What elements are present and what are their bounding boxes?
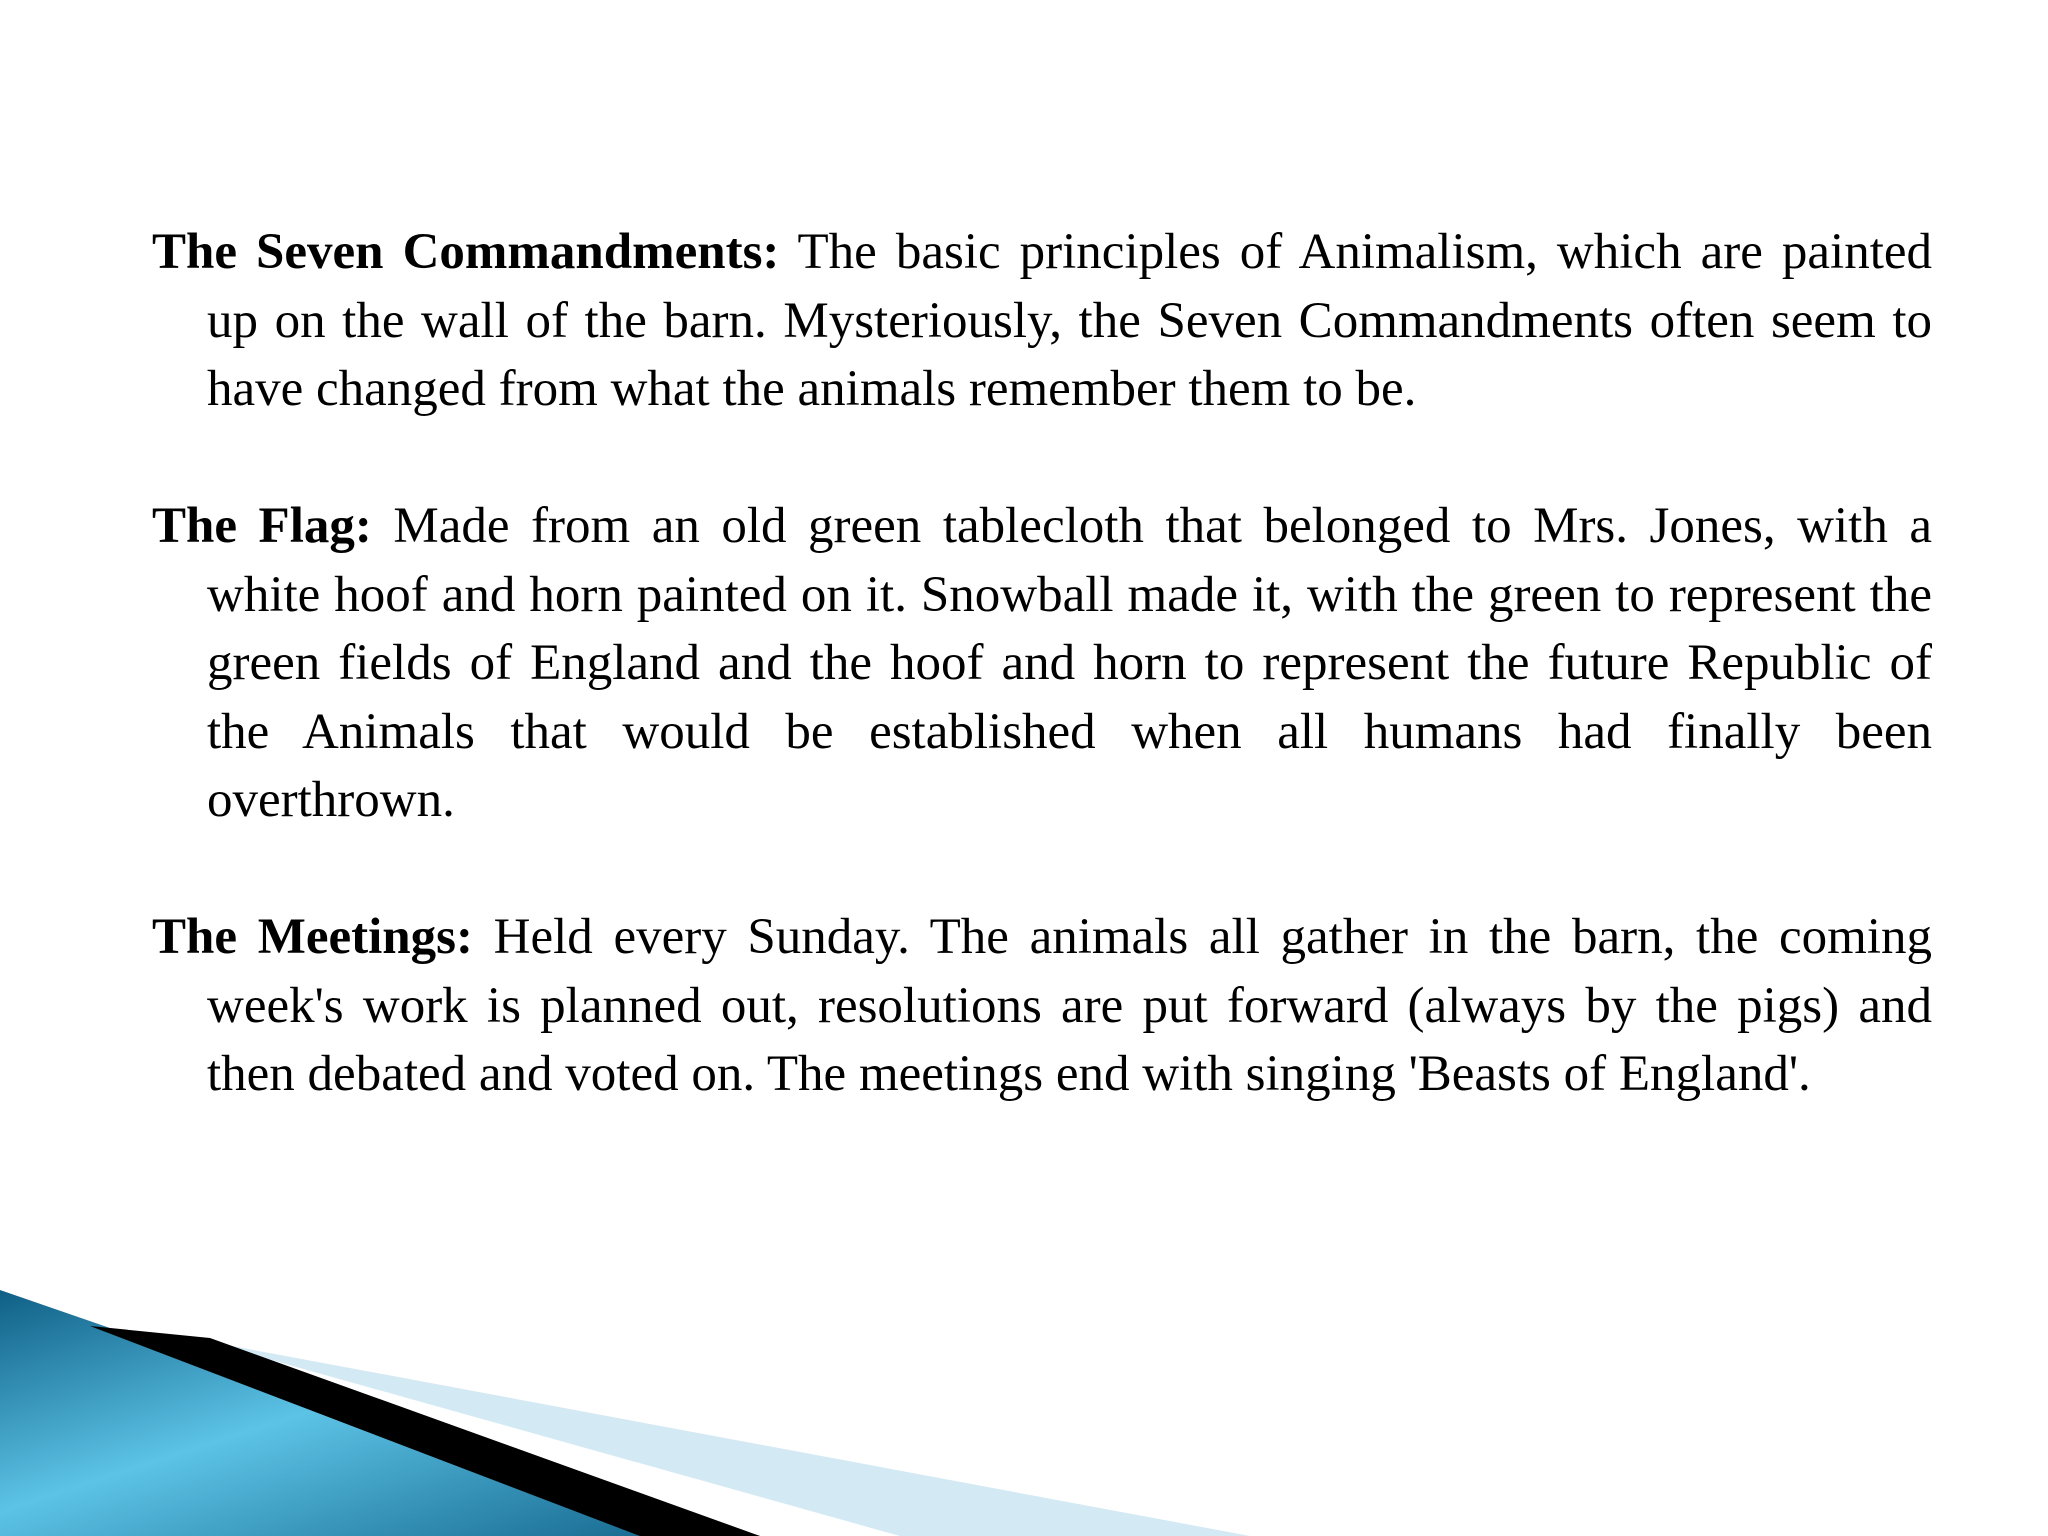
entry-term: The Flag: (152, 498, 372, 554)
entry-term: The Meetings: (152, 909, 473, 965)
entry-flag (152, 492, 1932, 835)
entry-term: The Seven Commandments: (152, 224, 780, 280)
entry-text: The basic principles of Animalism, which are painted up on the wall of the barn. Mysteriously, the Seven Commandments often seem to have changed from what the animals remember them to be. (207, 224, 1932, 417)
slide-body (152, 218, 1932, 1177)
corner-swoosh-decoration (0, 1280, 2048, 1536)
entry-seven-commandments (152, 218, 1932, 424)
entry-text: Held every Sunday. The animals all gather in the barn, the coming week's work is planned out, resolutions are put forward (always by the pigs) and then debated and voted on. The meetings end with singing 'Beasts of England'. (207, 909, 1932, 1102)
entry-text: Made from an old green tablecloth that belonged to Mrs. Jones, with a white hoof and horn painted on it. Snowball made it, with the green to represent the green fields of England and the hoof and horn to represent the future Republic of the Animals that would be established when all humans had finally been overthrown. (207, 498, 1932, 828)
entry-meetings (152, 903, 1932, 1109)
